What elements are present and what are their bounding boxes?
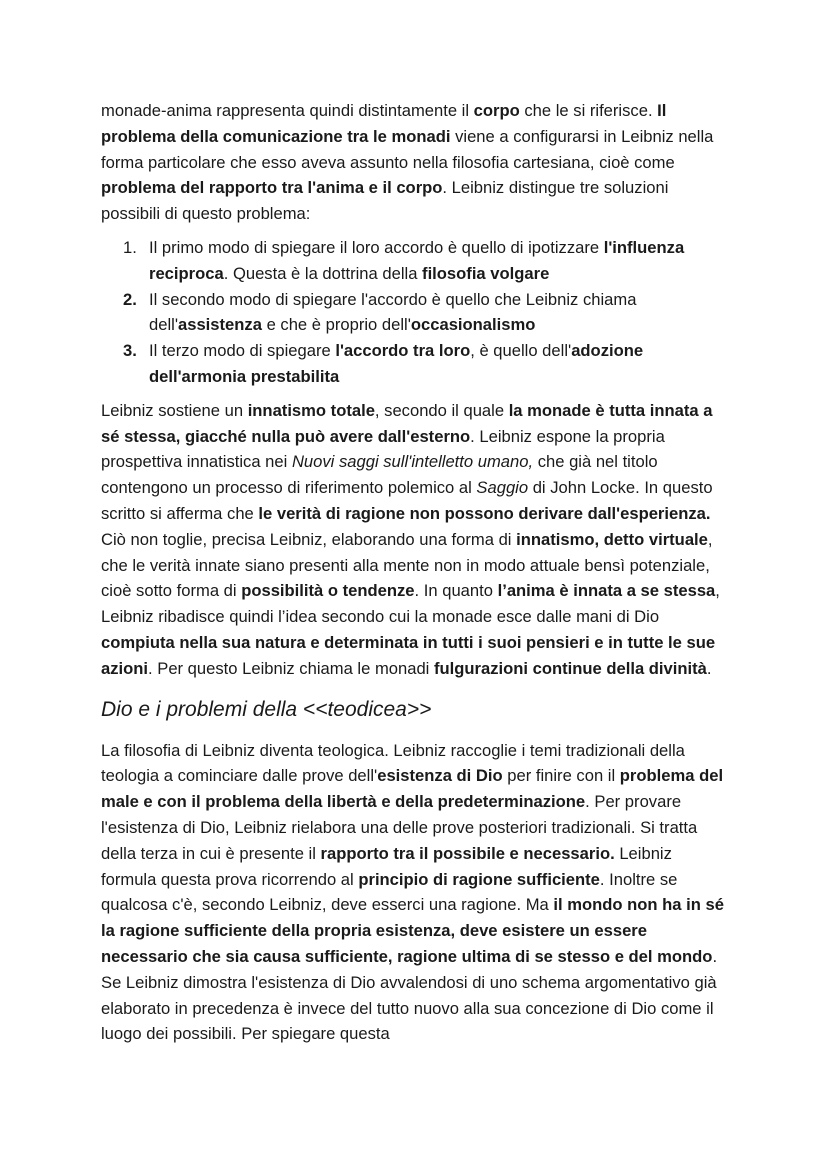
list-item	[123, 287, 728, 339]
list-item	[123, 338, 728, 390]
list-item	[123, 235, 728, 287]
list-item-number: 2.	[123, 289, 137, 309]
list-item-text: Il terzo modo di spiegare l'accordo tra loro, è quello dell'adozione dell'armonia prestabilita	[149, 341, 644, 386]
numbered-list	[101, 235, 728, 390]
list-item-text: Il secondo modo di spiegare l'accordo è quello che Leibniz chiama dell'assistenza e che è proprio dell'occasionalismo	[149, 289, 637, 335]
paragraph-body-1: monade-anima rappresenta quindi distintamente il corpo che le si riferisce. Il problema della comunicazione tra le monadi viene a configurarsi in Leibniz nella forma particolare che esso aveva assunto nella filosofia cartesiana, cioè come problema del rapporto tra l'anima e il corpo. Leibniz distingue tre soluzioni possibili di questo problema:	[101, 101, 714, 224]
paragraph-body-2: Leibniz sostiene un innatismo totale, secondo il quale la monade è tutta innata a sé stessa, giacché nulla può avere dall'esterno. Leibniz espone la propria prospettiva innatistica nei Nuovi saggi sull'intelletto umano, che già nel titolo contengono un processo di riferimento polemico al Saggio di John Locke. In questo scritto si afferma che le verità di ragione non possono derivare dall'esperienza. Ciò non toglie, precisa Leibniz, elaborando una forma di innatismo, detto virtuale, che le verità innate siano presenti alla mente non in modo attuale bensì potenziale, cioè sotto forma di possibilità o tendenze. In quanto l’anima è innata a se stessa, Leibniz ribadisce quindi l’idea secondo cui la monade esce dalle mani di Dio compiuta nella sua natura e determinata in tutti i suoi pensieri e in tutte le sue azioni. Per questo Leibniz chiama le monadi fulgurazioni continue della divinità.	[101, 400, 720, 678]
section-heading: Dio e i problemi della <<teodicea>>	[101, 697, 432, 721]
list-item-number: 1.	[123, 237, 137, 257]
paragraph-body-3: La filosofia di Leibniz diventa teologica. Leibniz raccoglie i temi tradizionali della teologia a cominciare dalle prove dell'esistenza di Dio per finire con il problema del male e con il problema della libertà e della predeterminazione. Per provare l'esistenza di Dio, Leibniz rielabora una delle prove posteriori tradizionali. Si tratta della terza in cui è presente il rapporto tra il possibile e necessario. Leibniz formula questa prova ricorrendo al principio di ragione sufficiente. Inoltre se qualcosa c'è, secondo Leibniz, deve esserci una ragione. Ma il mondo non ha in sé la ragione sufficiente della propria esistenza, deve esistere un essere necessario che sia causa sufficiente, ragione ultima di se stesso e del mondo. Se Leibniz dimostra l'esistenza di Dio avvalendosi di uno schema argomentativo già elaborato in precedenza è invece del tutto nuovo alla sua concezione di Dio come il luogo dei possibili. Per spiegare questa	[101, 740, 724, 1044]
list-item-number: 3.	[123, 341, 137, 361]
list-item-text: Il primo modo di spiegare il loro accordo è quello di ipotizzare l'influenza reciproca. Questa è la dottrina della filosofia volgare	[149, 237, 685, 283]
